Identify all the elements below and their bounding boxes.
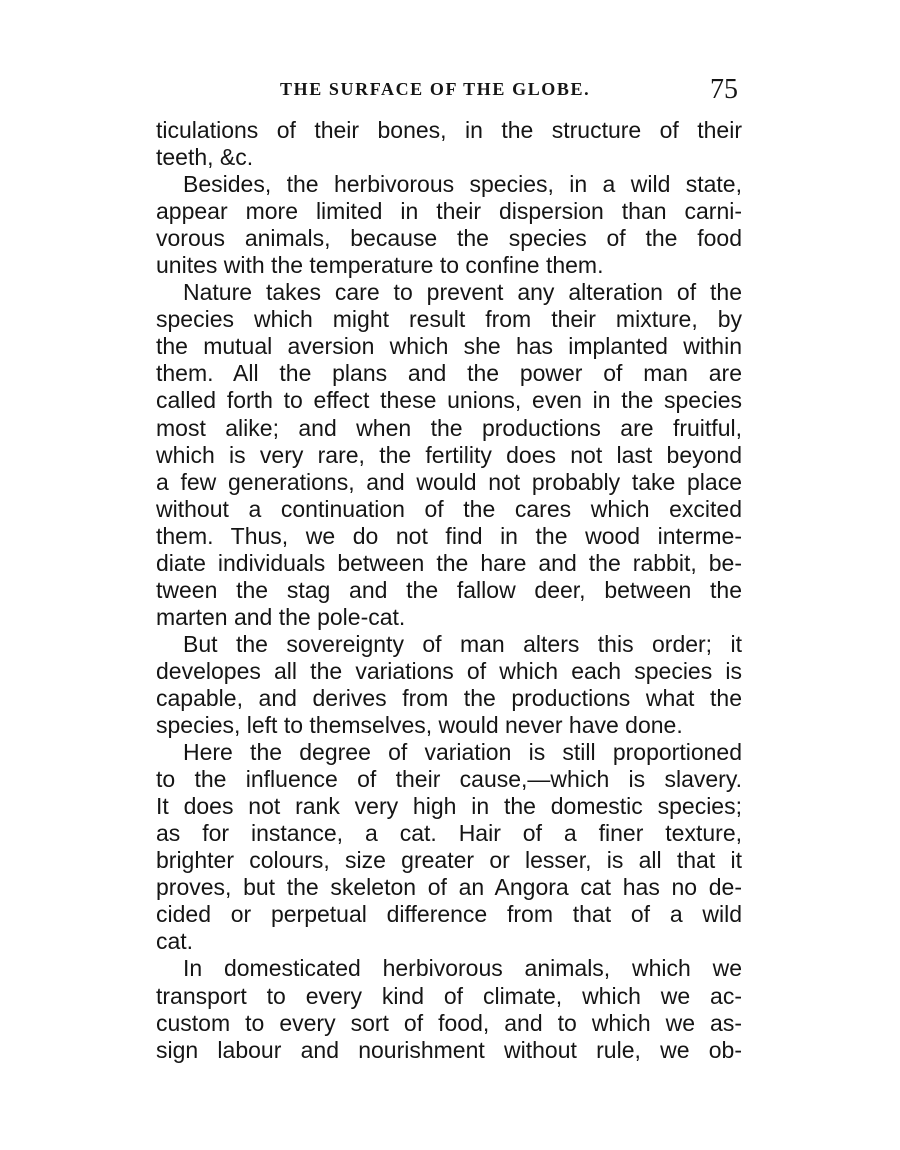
paragraph xyxy=(156,955,742,1063)
text-line: diate individuals between the hare and the rabbit, be- xyxy=(156,549,742,576)
text-line: to the influence of their cause,—which is slavery. xyxy=(156,766,742,793)
text-line: teeth, &c. xyxy=(156,144,254,171)
paragraph xyxy=(156,171,742,279)
text-line: In domesticated herbivorous animals, which we xyxy=(183,955,742,982)
text-line: Here the degree of variation is still proportioned xyxy=(183,739,742,766)
text-line: most alike; and when the productions are fruitful, xyxy=(156,414,742,441)
paragraph xyxy=(156,631,742,739)
text-line: But the sovereignty of man alters this order; it xyxy=(183,630,742,657)
text-line: the mutual aversion which she has implanted within xyxy=(156,333,742,360)
text-line: marten and the pole-cat. xyxy=(156,603,406,630)
text-line: tween the stag and the fallow deer, between the xyxy=(156,576,742,603)
text-line: cided or perpetual difference from that of a wild xyxy=(156,901,742,928)
page-number: 75 xyxy=(710,74,738,105)
text-line: brighter colours, size greater or lesser, is all that it xyxy=(156,847,742,874)
text-line: It does not rank very high in the domestic species; xyxy=(156,793,742,820)
paragraph xyxy=(156,117,742,171)
text-line: unites with the temperature to confine them. xyxy=(156,252,604,279)
text-line: them. Thus, we do not find in the wood interme- xyxy=(156,522,742,549)
text-line: sign labour and nourishment without rule, we ob- xyxy=(156,1036,742,1063)
text-line: custom to every sort of food, and to which we as- xyxy=(156,1009,742,1036)
text-line: capable, and derives from the productions what the xyxy=(156,684,742,711)
text-line: cat. xyxy=(156,928,194,955)
paragraph xyxy=(156,279,742,631)
text-line: Besides, the herbivorous species, in a wild state, xyxy=(183,171,742,198)
text-line: called forth to effect these unions, even in the species xyxy=(156,387,742,414)
text-line: proves, but the skeleton of an Angora cat has no de- xyxy=(156,874,742,901)
text-line: them. All the plans and the power of man are xyxy=(156,360,742,387)
text-line: species which might result from their mixture, by xyxy=(156,306,742,333)
text-line: transport to every kind of climate, which we ac- xyxy=(156,982,742,1009)
text-line: as for instance, a cat. Hair of a finer texture, xyxy=(156,820,742,847)
text-line: a few generations, and would not probably take place xyxy=(156,468,742,495)
text-line: developes all the variations of which each species is xyxy=(156,657,742,684)
text-line: vorous animals, because the species of the food xyxy=(156,225,742,252)
paragraph xyxy=(156,739,742,955)
body-text xyxy=(156,117,742,1064)
text-line: species, left to themselves, would never have done. xyxy=(156,712,683,739)
text-line: ticulations of their bones, in the structure of their xyxy=(156,117,742,143)
text-line: which is very rare, the fertility does not last beyond xyxy=(156,441,742,468)
running-head xyxy=(280,76,740,106)
text-line: Nature takes care to prevent any alteration of the xyxy=(183,279,742,306)
text-line: appear more limited in their dispersion than carni- xyxy=(156,198,742,225)
text-line: without a continuation of the cares which excited xyxy=(156,495,742,522)
running-title: THE SURFACE OF THE GLOBE. xyxy=(280,79,591,99)
